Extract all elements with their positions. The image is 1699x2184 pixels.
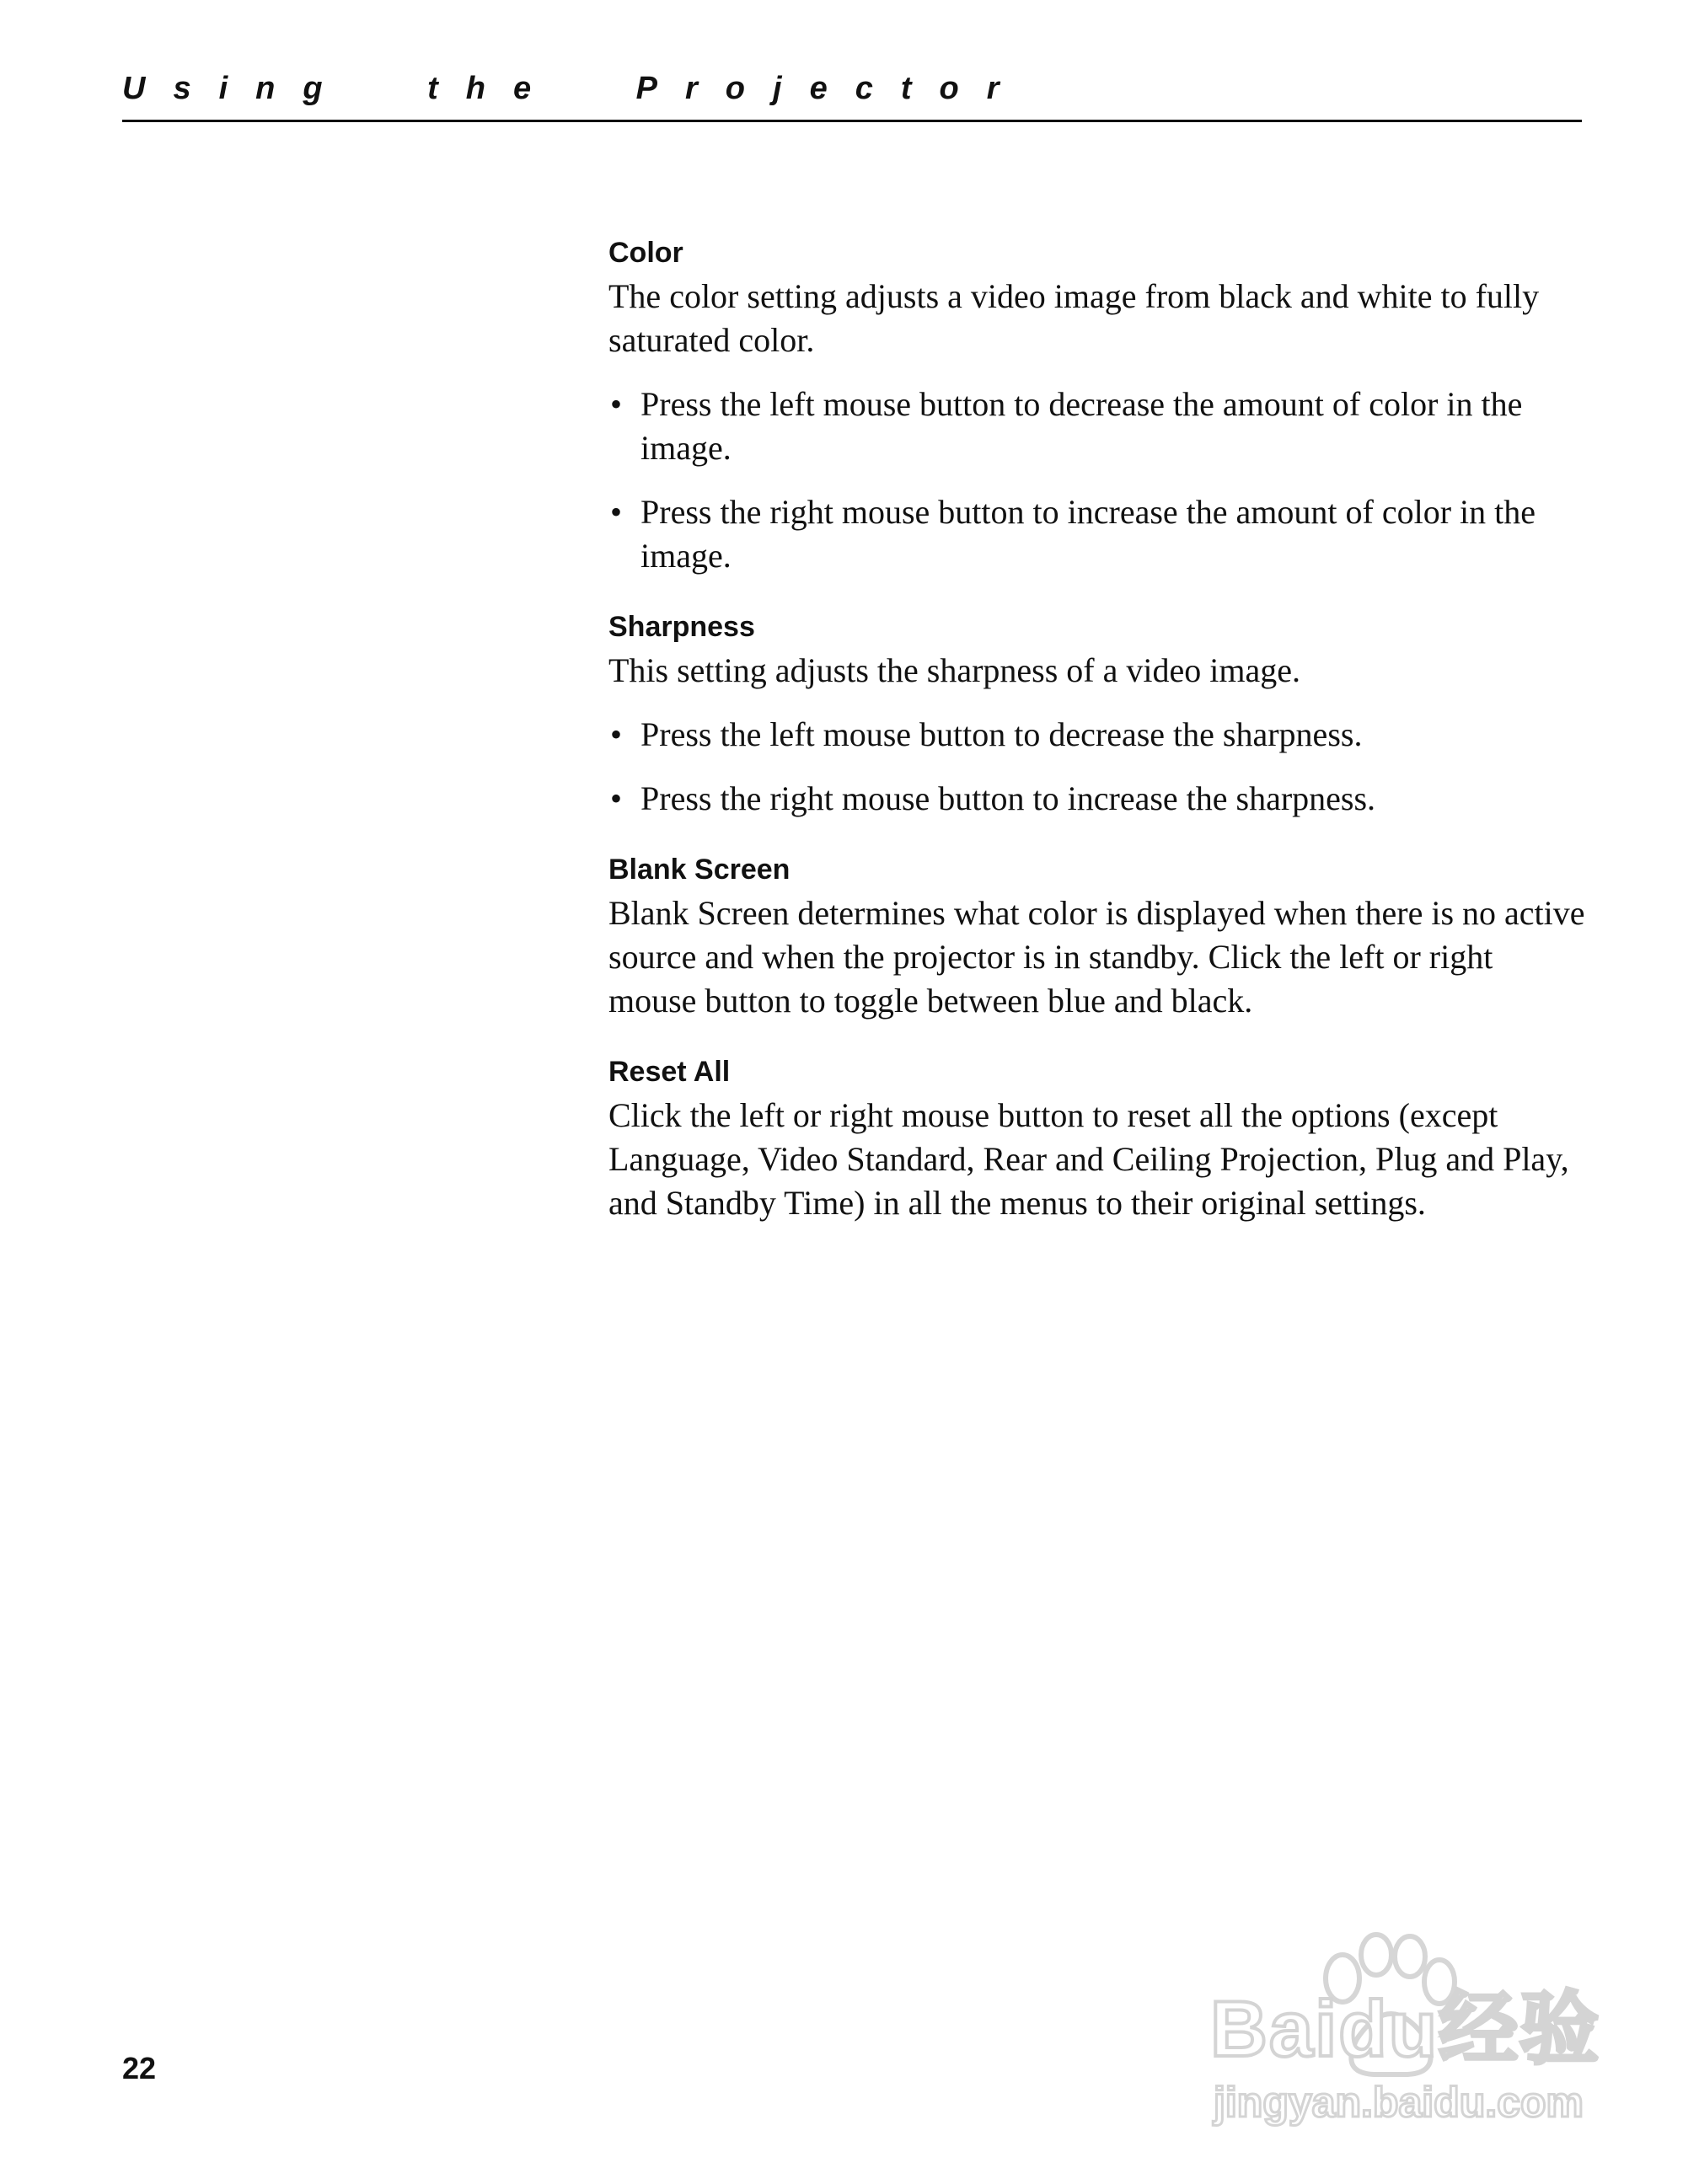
list-item-text: Press the right mouse button to increase the amount of color in the image. [640, 493, 1536, 575]
watermark-url: jingyan.baidu.com [1214, 2079, 1584, 2126]
list-item [608, 490, 1586, 578]
section-paragraph: Click the left or right mouse button to reset all the options (except Language, Video Standard, Rear and Ceiling Projection, Plug and Play, and Standby Time) in all the menus to their original settings. [608, 1096, 1569, 1222]
page-number: 22 [122, 2051, 157, 2085]
section-blank-screen [608, 851, 1586, 1023]
bullet-icon: • [610, 385, 623, 423]
section-title: Blank Screen [608, 854, 791, 886]
list-item [608, 777, 1586, 821]
section-paragraph: The color setting adjusts a video image from black and white to fully saturated color. [608, 277, 1540, 359]
bullet-icon: • [610, 493, 623, 531]
section-reset-all [608, 1053, 1586, 1225]
bullet-icon: • [610, 715, 623, 753]
section-title: Sharpness [608, 611, 755, 643]
list-item-text: Press the left mouse button to decrease the sharpness. [640, 715, 1363, 753]
list-item-text: Press the left mouse button to decrease the amount of color in the image. [640, 385, 1523, 467]
bullet-icon: • [610, 779, 623, 817]
section-paragraph: Blank Screen determines what color is displayed when there is no active source and when the projector is in standby. Click the left or right mouse button to toggle between blue and black. [608, 894, 1585, 1020]
main-content [608, 234, 1586, 1255]
running-header: Using the Projector [122, 71, 1027, 106]
bullet-list [608, 713, 1586, 821]
watermark-brand: Baidu经验 [1210, 1984, 1601, 2073]
section-color [608, 234, 1586, 578]
list-item [608, 383, 1586, 470]
baidu-watermark [1205, 1930, 1610, 2132]
header-rule [122, 120, 1582, 122]
bullet-list [608, 383, 1586, 578]
section-paragraph: This setting adjusts the sharpness of a video image. [608, 651, 1300, 689]
section-sharpness [608, 608, 1586, 821]
section-title: Color [608, 237, 683, 269]
list-item [608, 713, 1586, 757]
list-item-text: Press the right mouse button to increase the sharpness. [640, 779, 1376, 817]
section-title: Reset All [608, 1056, 731, 1088]
